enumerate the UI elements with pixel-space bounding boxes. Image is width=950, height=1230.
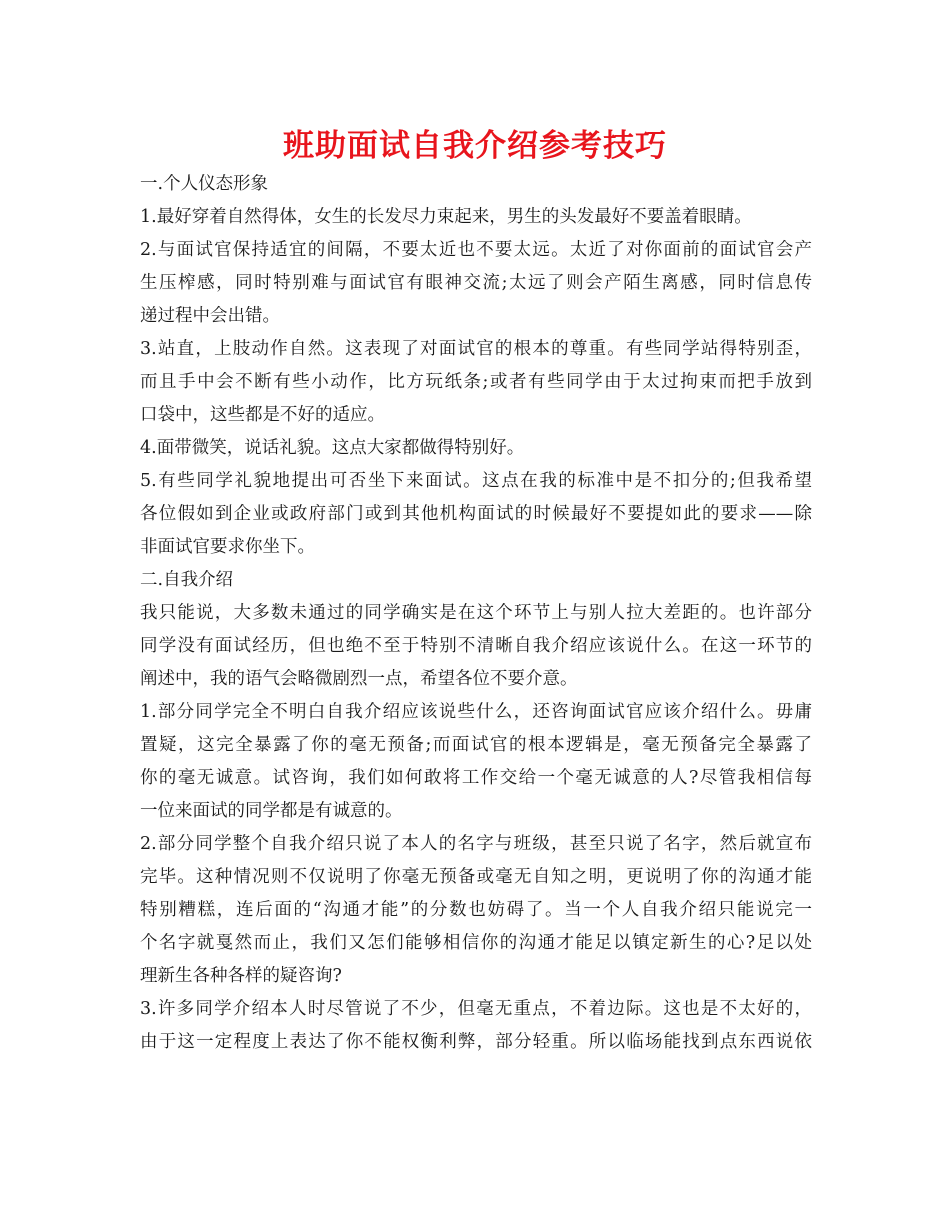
- text-line: 而且手中会不断有些小动作，比方玩纸条;或者有些同学由于太过拘束而把手放到: [140, 372, 812, 392]
- text-line: 各位假如到企业或政府部门或到其他机构面试的时候最好不要提如此的要求——除: [140, 504, 812, 524]
- text-line: 1.最好穿着自然得体，女生的长发尽力束起来，男生的头发最好不要盖着眼睛。: [140, 207, 752, 227]
- text-line: 生压榨感，同时特别难与面试官有眼神交流;太远了则会产陌生离感，同时信息传: [140, 273, 812, 293]
- text-line: 由于这一定程度上表达了你不能权衡利弊，部分轻重。所以临场能找到点东西说依: [140, 1032, 812, 1052]
- text-line: 二.自我介绍: [140, 570, 234, 590]
- text-line: 特别糟糕，连后面的“沟通才能”的分数也妨碍了。当一个人自我介绍只能说完一: [140, 900, 812, 920]
- text-line: 我只能说，大多数未通过的同学确实是在这个环节上与别人拉大差距的。也许部分: [140, 603, 812, 623]
- text-line: 个名字就戛然而止，我们又怎们能够相信你的沟通才能足以镇定新生的心?足以处: [140, 933, 812, 953]
- text-line: 理新生各种各样的疑咨询?: [140, 966, 342, 986]
- text-line: 一位来面试的同学都是有诚意的。: [140, 801, 403, 821]
- text-line: 完毕。这种情况则不仅说明了你毫无预备或毫无自知之明，更说明了你的沟通才能: [140, 867, 812, 887]
- text-line: 非面试官要求你坐下。: [140, 537, 315, 557]
- text-line: 3.站直，上肢动作自然。这表现了对面试官的根本的尊重。有些同学站得特别歪，: [140, 339, 812, 359]
- text-line: 递过程中会出错。: [140, 306, 280, 326]
- text-line: 4.面带微笑，说话礼貌。这点大家都做得特别好。: [140, 438, 525, 458]
- document-title: 班助面试自我介绍参考技巧: [283, 128, 667, 164]
- text-line: 2.与面试官保持适宜的间隔，不要太近也不要太远。太近了对你面前的面试官会产: [140, 240, 812, 260]
- text-line: 口袋中，这些都是不好的适应。: [140, 405, 385, 425]
- text-line: 1.部分同学完全不明白自我介绍应该说些什么，还咨询面试官应该介绍什么。毋庸: [140, 702, 812, 722]
- text-line: 同学没有面试经历，但也绝不至于特别不清晰自我介绍应该说什么。在这一环节的: [140, 636, 812, 656]
- text-line: 阐述中，我的语气会略微剧烈一点，希望各位不要介意。: [140, 669, 578, 689]
- text-line: 2.部分同学整个自我介绍只说了本人的名字与班级，甚至只说了名字，然后就宣布: [140, 834, 812, 854]
- document-body: [140, 168, 812, 1059]
- text-line: 5.有些同学礼貌地提出可否坐下来面试。这点在我的标准中是不扣分的;但我希望: [140, 471, 812, 491]
- text-line: 置疑，这完全暴露了你的毫无预备;而面试官的根本逻辑是，毫无预备完全暴露了: [140, 735, 812, 755]
- text-line: 你的毫无诚意。试咨询，我们如何敢将工作交给一个毫无诚意的人?尽管我相信每: [140, 768, 812, 788]
- text-line: 3.许多同学介绍本人时尽管说了不少，但毫无重点，不着边际。这也是不太好的，: [140, 999, 812, 1019]
- text-line: 一.个人仪态形象: [140, 174, 269, 194]
